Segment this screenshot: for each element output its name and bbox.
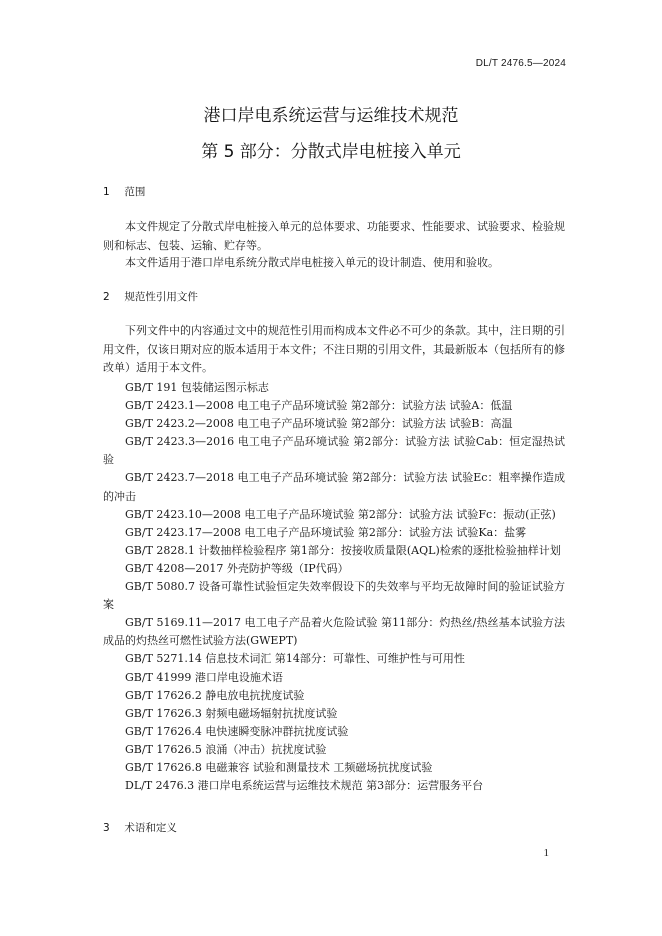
- section-number: 1: [103, 186, 110, 198]
- reference-item: GB/T 2423.2—2008 电工电子产品环境试验 第2部分：试验方法 试验B：高温: [125, 417, 513, 431]
- reference-item: GB/T 17626.4 电快速瞬变脉冲群抗扰度试验: [125, 724, 349, 738]
- document-title: 港口岸电系统运营与运维技术规范: [203, 106, 459, 126]
- reference-item: GB/T 17626.5 浪涌（冲击）抗扰度试验: [125, 742, 327, 756]
- section-number: 3: [103, 822, 110, 834]
- reference-item: GB/T 2423.7—2018 电工电子产品环境试验 第2部分：试验方法 试验Ec：粗率操作造成的冲击: [103, 471, 565, 503]
- reference-item: GB/T 17626.3 射频电磁场辐射抗扰度试验: [125, 706, 338, 720]
- reference-item: GB/T 17626.2 静电放电抗扰度试验: [125, 688, 305, 702]
- reference-item: GB/T 4208—2017 外壳防护等级（IP代码）: [125, 561, 349, 575]
- section-heading-normative-references: [103, 289, 198, 304]
- reference-item: DL/T 2476.3 港口岸电系统运营与运维技术规范 第3部分：运营服务平台: [125, 779, 484, 793]
- reference-item: GB/T 2423.17—2008 电工电子产品环境试验 第2部分：试验方法 试验Ka：盐雾: [125, 525, 527, 539]
- section-number: 2: [103, 291, 110, 303]
- reference-item: GB/T 191 包装储运图示标志: [125, 381, 269, 394]
- reference-item: GB/T 2423.10—2008 电工电子产品环境试验 第2部分：试验方法 试验Fc：振动(正弦): [125, 507, 556, 521]
- section-heading-terms-definitions: [103, 820, 177, 835]
- reference-list: [103, 379, 565, 795]
- reference-item: GB/T 2828.1 计数抽样检验程序 第1部分：按接收质量限(AQL)检索的逐批检验抽样计划: [125, 543, 561, 557]
- section-heading-scope: [103, 184, 145, 199]
- standard-code: DL/T 2476.5—2024: [475, 58, 566, 69]
- document-part-title: 第 5 部分：分散式岸电桩接入单元: [201, 142, 461, 162]
- section-title: 规范性引用文件: [124, 291, 198, 303]
- section-title: 范围: [124, 186, 146, 198]
- reference-item: GB/T 5080.7 设备可靠性试验恒定失效率假设下的失效率与平均无故障时间的验证试验方案: [103, 580, 565, 612]
- reference-item: GB/T 5169.11—2017 电工电子产品着火危险试验 第11部分：灼热丝/热丝基本试验方法成品的灼热丝可燃性试验方法(GWEPT): [103, 616, 565, 648]
- page-number: 1: [543, 847, 549, 859]
- reference-item: GB/T 41999 港口岸电设施术语: [125, 670, 283, 684]
- reference-item: GB/T 5271.14 信息技术词汇 第14部分：可靠性、可维护性与可用性: [125, 652, 465, 666]
- scope-paragraph: 本文件适用于港口岸电系统分散式岸电桩接入单元的设计制造、使用和验收。: [125, 256, 499, 269]
- section-title: 术语和定义: [124, 822, 177, 834]
- references-intro-paragraph: 下列文件中的内容通过文中的规范性引用而构成本文件必不可少的条款。其中，注日期的引用文件，仅该日期对应的版本适用于本文件；不注日期的引用文件，其最新版本（包括所有的修改单）适用于本文件。: [103, 324, 565, 374]
- reference-item: GB/T 2423.1—2008 电工电子产品环境试验 第2部分：试验方法 试验A：低温: [125, 399, 513, 413]
- reference-item: GB/T 2423.3—2016 电工电子产品环境试验 第2部分：试验方法 试验Cab：恒定湿热试验: [103, 435, 565, 467]
- scope-paragraph: 本文件规定了分散式岸电桩接入单元的总体要求、功能要求、性能要求、试验要求、检验规则和标志、包装、运输、贮存等。: [103, 220, 565, 252]
- reference-item: GB/T 17626.8 电磁兼容 试验和测量技术 工频磁场抗扰度试验: [125, 760, 433, 774]
